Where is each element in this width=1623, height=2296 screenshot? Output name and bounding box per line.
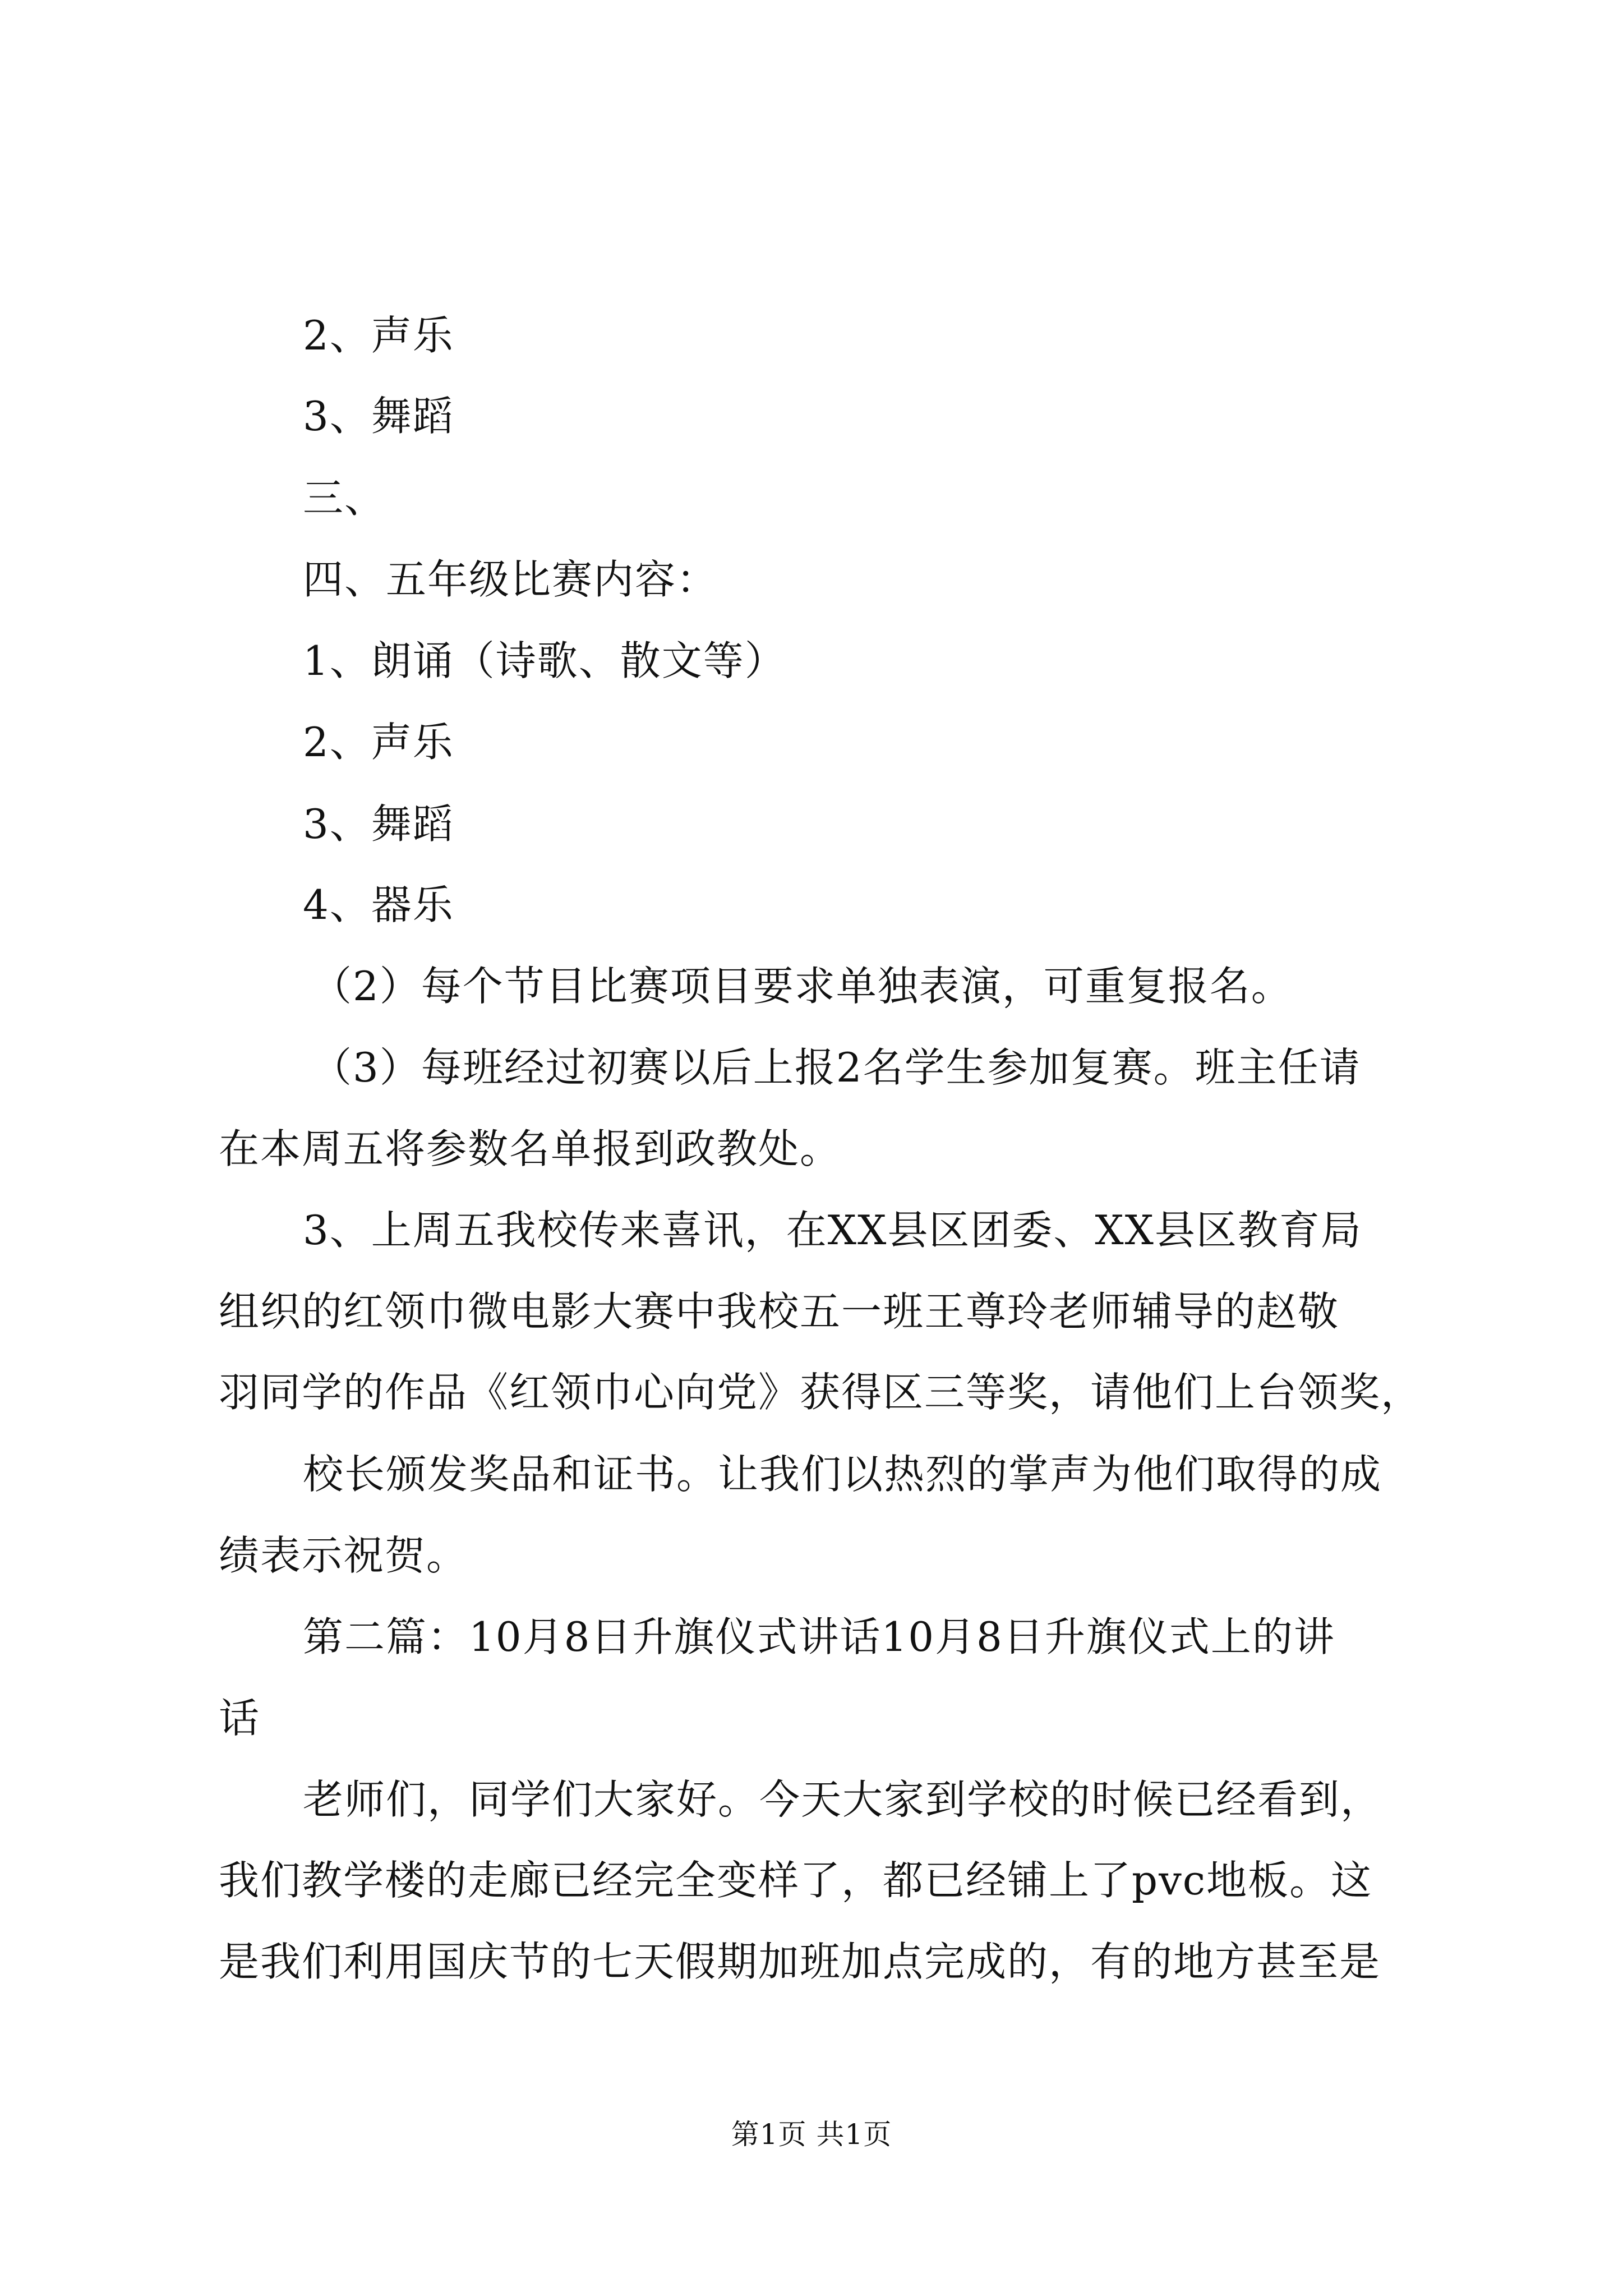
rule-paragraph-3: （3）每班经过初赛以后上报2名学生参加复赛。班主任请 bbox=[311, 1044, 1361, 1091]
list-item-vocal-2: 2、声乐 bbox=[303, 719, 454, 766]
speech-paragraph: 老师们，同学们大家好。今天大家到学校的时候已经看到， bbox=[303, 1776, 1382, 1823]
article-title: 第二篇：10月8日升旗仪式讲话10月8日升旗仪式上的讲 bbox=[303, 1613, 1335, 1660]
paragraph-line: 是我们利用国庆节的七天假期加班加点完成的，有的地方甚至是 bbox=[219, 1938, 1381, 1985]
list-item-recitation: 1、朗诵（诗歌、散文等） bbox=[303, 637, 786, 684]
page-number-footer: 第1页 共1页 bbox=[731, 2118, 892, 2151]
list-item-dance-2: 3、舞蹈 bbox=[303, 800, 454, 848]
paragraph-line: 绩表示祝贺。 bbox=[219, 1532, 468, 1579]
news-paragraph: 3、上周五我校传来喜讯，在XX县区团委、XX县区教育局 bbox=[303, 1207, 1362, 1254]
paragraph-line: 我们教学楼的走廊已经完全变样了，都已经铺上了pvc地板。这 bbox=[219, 1857, 1373, 1904]
paragraph-line: 校长颁发奖品和证书。让我们以热烈的掌声为他们取得的成 bbox=[303, 1451, 1382, 1498]
paragraph-line: 在本周五将参数名单报到政教处。 bbox=[219, 1125, 842, 1172]
list-item-instrument: 4、器乐 bbox=[303, 881, 454, 928]
section-heading-three: 三、 bbox=[303, 475, 386, 522]
list-item-dance: 3、舞蹈 bbox=[303, 393, 454, 440]
rule-paragraph-2: （2）每个节目比赛项目要求单独表演，可重复报名。 bbox=[311, 963, 1293, 1010]
article-title-continued: 话 bbox=[219, 1695, 261, 1742]
list-item-vocal: 2、声乐 bbox=[303, 312, 454, 359]
paragraph-line: 羽同学的作品《红领巾心向党》获得区三等奖，请他们上台领奖， bbox=[219, 1369, 1423, 1416]
paragraph-line: 组织的红领巾微电影大赛中我校五一班王尊玲老师辅导的赵敬 bbox=[219, 1288, 1340, 1335]
section-heading-four: 四、五年级比赛内容： bbox=[303, 556, 718, 603]
